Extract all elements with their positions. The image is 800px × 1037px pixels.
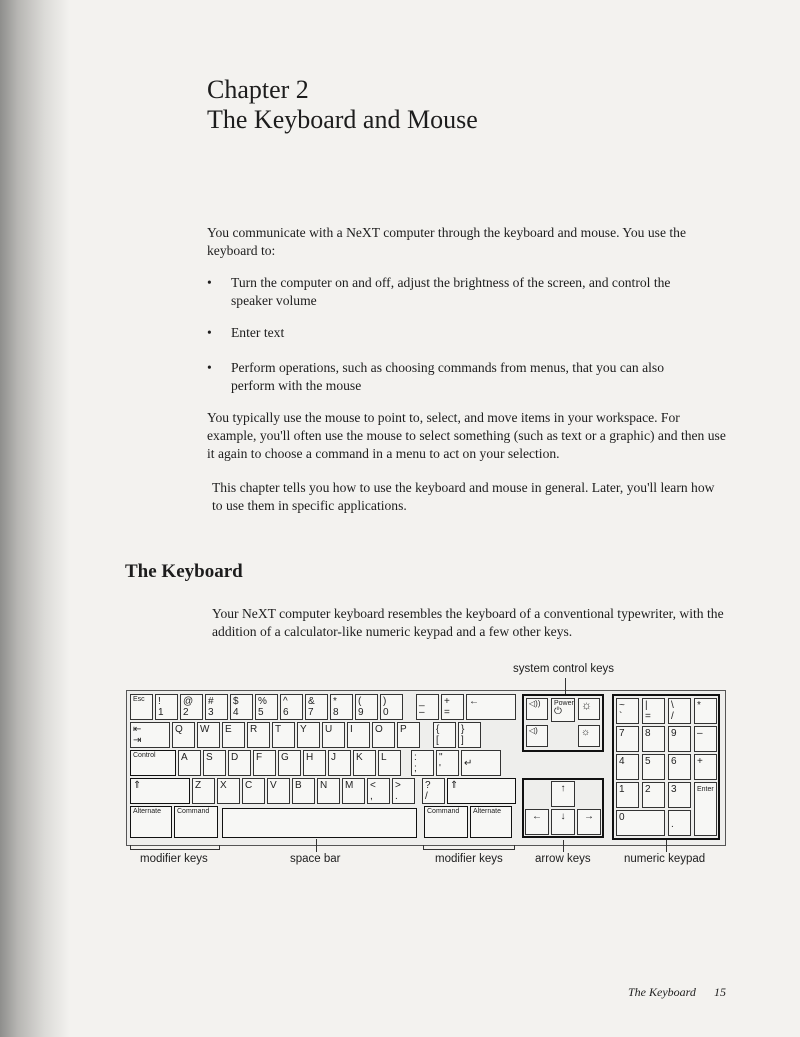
key-y <box>297 722 320 748</box>
key-np-minus <box>694 726 717 752</box>
key-np-6 <box>668 754 691 780</box>
key-tab <box>130 722 170 748</box>
key-right-alternate <box>470 806 512 838</box>
key-label-bottom: 5 <box>258 707 264 718</box>
key-np-0 <box>616 810 665 836</box>
key-label-top: ? <box>425 780 431 791</box>
key-label-top: } <box>461 724 465 735</box>
key-np-4 <box>616 754 639 780</box>
key-label: L <box>381 752 387 763</box>
key-right-bracket <box>458 722 481 748</box>
key-label: F <box>256 752 263 763</box>
bullet-text: Turn the computer on and off, adjust the brightness of the screen, and control the speaker volume <box>231 275 671 308</box>
key-label-bottom: ; <box>414 763 417 774</box>
key-left-shift <box>130 778 190 804</box>
key-z <box>192 778 215 804</box>
key-3 <box>205 694 228 720</box>
key-i <box>347 722 370 748</box>
key-o <box>372 722 395 748</box>
key-np-enter <box>694 782 717 836</box>
arrow-up-icon: ↑ <box>560 783 566 794</box>
key-label-bottom: . <box>395 791 398 802</box>
key-6 <box>280 694 303 720</box>
key-comma <box>367 778 390 804</box>
key-label: – <box>697 728 703 739</box>
key-f <box>253 750 276 776</box>
key-label-bottom: ⇥ <box>133 735 142 746</box>
key-label: ← <box>469 696 479 707</box>
return-icon: ↵ <box>464 758 473 769</box>
key-j <box>328 750 351 776</box>
callout-modifier-keys-right: modifier keys <box>435 853 503 865</box>
keyboard-diagram <box>126 690 726 848</box>
key-s <box>203 750 226 776</box>
key-sound-down <box>526 725 548 747</box>
key-label: Command <box>177 808 210 815</box>
key-n <box>317 778 340 804</box>
key-space-bar <box>222 808 417 838</box>
brightness-down-icon: ☼ <box>581 727 591 738</box>
key-c <box>242 778 265 804</box>
key-arrow-left <box>525 809 549 835</box>
key-label: 7 <box>619 728 625 739</box>
key-label-top: % <box>258 696 267 707</box>
chapter-overview-paragraph: This chapter tells you how to use the keyboard and mouse in general. Later, you'll learn how to use them in specific applications. <box>212 480 715 513</box>
key-label-top: * <box>333 696 337 707</box>
bracket-line <box>219 845 220 850</box>
key-label: D <box>231 752 239 763</box>
key-label-bottom: , <box>370 791 373 802</box>
key-label-bottom: 7 <box>308 707 314 718</box>
key-np-7 <box>616 726 639 752</box>
key-left-alternate <box>130 806 172 838</box>
key-0 <box>380 694 403 720</box>
key-label: 8 <box>645 728 651 739</box>
key-label: T <box>275 724 282 735</box>
key-left-bracket <box>433 722 456 748</box>
key-control <box>130 750 176 776</box>
key-label: B <box>295 780 302 791</box>
key-k <box>353 750 376 776</box>
key-label-bottom: 9 <box>358 707 364 718</box>
bracket-line <box>130 845 131 850</box>
key-label-top: < <box>370 780 376 791</box>
key-label-bottom: 4 <box>233 707 239 718</box>
key-brightness-up <box>578 698 600 720</box>
key-4 <box>230 694 253 720</box>
key-label: Enter <box>697 786 714 793</box>
callout-arrow-keys: arrow keys <box>535 853 591 865</box>
key-1 <box>155 694 178 720</box>
bullet-item <box>207 359 727 395</box>
bracket-line <box>514 845 515 850</box>
key-label: A <box>181 752 188 763</box>
key-label-top: ! <box>158 696 161 707</box>
key-label-top: \ <box>671 700 674 711</box>
key-semicolon <box>411 750 434 776</box>
key-label-bottom: / <box>671 711 674 722</box>
key-label-top: " <box>439 752 443 763</box>
page-number: 15 <box>714 985 726 999</box>
key-np-5 <box>642 754 665 780</box>
key-label-top: @ <box>183 696 194 707</box>
key-np-star <box>694 698 717 724</box>
key-2 <box>180 694 203 720</box>
key-minus <box>416 694 439 720</box>
key-label: 5 <box>645 756 651 767</box>
callout-numeric-keypad: numeric keypad <box>624 853 706 865</box>
bullet-text: Perform operations, such as choosing commands from menus, that you can also perform with the mouse <box>231 360 665 393</box>
key-l <box>378 750 401 776</box>
key-label-bottom: ] <box>461 735 464 746</box>
key-np-2 <box>642 782 665 808</box>
bracket-line <box>423 845 424 850</box>
key-quote <box>436 750 459 776</box>
mouse-paragraph: You typically use the mouse to point to, select, and move items in your workspace. For example, you'll often use the mouse to select something (such as text or a graphic) and then use it again to choose a command in a menu to act on your selection. <box>207 410 726 461</box>
shift-icon: ⇑ <box>450 780 459 791</box>
key-w <box>197 722 220 748</box>
key-label: Alternate <box>473 808 502 815</box>
key-label-bottom: 2 <box>183 707 189 718</box>
key-label: 9 <box>671 728 677 739</box>
key-label: * <box>697 700 701 711</box>
arrow-right-icon: → <box>584 811 594 822</box>
key-label-bottom: ` <box>619 711 623 722</box>
key-label-bottom: = <box>444 707 450 718</box>
key-label-top: ^ <box>283 696 288 707</box>
key-return <box>461 750 501 776</box>
key-9 <box>355 694 378 720</box>
key-label-top: ⇤ <box>133 724 142 735</box>
key-np-3 <box>668 782 691 808</box>
key-d <box>228 750 251 776</box>
speaker-down-icon: ◁) <box>529 726 538 735</box>
key-arrow-down <box>551 809 575 835</box>
key-arrow-right <box>577 809 601 835</box>
key-label-top: : <box>414 752 417 763</box>
key-label: X <box>220 780 227 791</box>
key-label: 2 <box>645 784 651 795</box>
key-label-bottom: [ <box>436 735 439 746</box>
key-np-9 <box>668 726 691 752</box>
key-esc <box>130 694 153 720</box>
key-v <box>267 778 290 804</box>
key-label: O <box>375 724 383 735</box>
bullet-marker: • <box>207 325 212 340</box>
key-label: W <box>200 724 210 735</box>
key-period <box>392 778 415 804</box>
key-8 <box>330 694 353 720</box>
key-np-plus <box>694 754 717 780</box>
key-brightness-down <box>578 725 600 747</box>
key-a <box>178 750 201 776</box>
key-label: I <box>350 724 353 735</box>
callout-modifier-keys-left: modifier keys <box>140 853 208 865</box>
key-g <box>278 750 301 776</box>
key-label: . <box>671 819 674 830</box>
key-q <box>172 722 195 748</box>
key-x <box>217 778 240 804</box>
key-right-command <box>424 806 468 838</box>
key-label: Q <box>175 724 183 735</box>
key-label: U <box>325 724 333 735</box>
key-label: Control <box>133 752 156 759</box>
key-sound-up <box>526 698 548 720</box>
key-h <box>303 750 326 776</box>
callout-space-bar: space bar <box>290 853 341 865</box>
callout-system-control-keys: system control keys <box>513 663 614 675</box>
bullet-item <box>207 324 727 342</box>
key-label-top: | <box>645 700 648 711</box>
key-slash <box>422 778 445 804</box>
key-u <box>322 722 345 748</box>
bullet-marker: • <box>207 360 212 375</box>
key-label-top: > <box>395 780 401 791</box>
bracket-line <box>130 849 220 850</box>
key-label-top: _ <box>419 696 425 707</box>
key-label-top: ~ <box>619 700 625 711</box>
key-label-bottom: = <box>645 711 651 722</box>
section-title: The Keyboard <box>125 561 243 582</box>
key-label-top: # <box>208 696 214 707</box>
key-label: Alternate <box>133 808 162 815</box>
bracket-line <box>423 849 515 850</box>
key-label-top: $ <box>233 696 239 707</box>
arrow-down-icon: ↓ <box>560 811 566 822</box>
key-label-top: { <box>436 724 440 735</box>
key-arrow-up <box>551 781 575 807</box>
key-power <box>551 698 575 722</box>
key-np-dot <box>668 810 691 836</box>
chapter-number: Chapter 2 <box>207 75 309 104</box>
bullet-item <box>207 274 727 310</box>
key-label-bottom: 6 <box>283 707 289 718</box>
key-label: + <box>697 756 703 767</box>
key-label-bottom: 0 <box>383 707 389 718</box>
key-left-command <box>174 806 218 838</box>
key-label: Z <box>195 780 202 791</box>
key-np-slash <box>668 698 691 724</box>
key-label: Y <box>300 724 307 735</box>
key-np-pipe <box>642 698 665 724</box>
key-label: R <box>250 724 258 735</box>
page-binding-shadow <box>0 0 70 1037</box>
key-right-shift <box>447 778 516 804</box>
key-5 <box>255 694 278 720</box>
key-backspace <box>466 694 516 720</box>
speaker-up-icon: ◁)) <box>529 699 541 708</box>
key-label: 3 <box>671 784 677 795</box>
key-label-top: + <box>444 696 450 707</box>
key-label: N <box>320 780 328 791</box>
key-np-1 <box>616 782 639 808</box>
section-body: Your NeXT computer keyboard resembles the keyboard of a conventional typewriter, with the addition of a calculator-like numeric keypad and a few other keys. <box>212 606 724 639</box>
chapter-title: The Keyboard and Mouse <box>207 105 478 134</box>
key-label-top: ( <box>358 696 362 707</box>
key-label: P <box>400 724 407 735</box>
key-label-bottom: / <box>425 791 428 802</box>
key-7 <box>305 694 328 720</box>
key-m <box>342 778 365 804</box>
key-label-bottom: 8 <box>333 707 339 718</box>
key-label: Power <box>554 700 574 707</box>
bullet-text: Enter text <box>231 325 285 340</box>
key-label-bottom: ' <box>439 763 441 774</box>
key-label: 0 <box>619 812 625 823</box>
key-np-tilde <box>616 698 639 724</box>
leader-line <box>666 840 667 852</box>
key-equal <box>441 694 464 720</box>
key-label: M <box>345 780 354 791</box>
intro-paragraph: You communicate with a NeXT computer through the keyboard and mouse. You use the keyboard to: <box>207 225 686 258</box>
shift-icon: ⇑ <box>133 780 142 791</box>
key-label: C <box>245 780 253 791</box>
arrow-left-icon: ← <box>532 811 542 822</box>
key-label: 4 <box>619 756 625 767</box>
key-b <box>292 778 315 804</box>
leader-line <box>316 839 317 852</box>
key-p <box>397 722 420 748</box>
key-np-8 <box>642 726 665 752</box>
key-e <box>222 722 245 748</box>
key-label: 1 <box>619 784 625 795</box>
bullet-marker: • <box>207 275 212 290</box>
key-label: Esc <box>133 696 145 703</box>
key-label: J <box>331 752 336 763</box>
key-label: K <box>356 752 363 763</box>
key-label-top: ) <box>383 696 387 707</box>
key-label: Command <box>427 808 460 815</box>
key-label-bottom: 3 <box>208 707 214 718</box>
leader-line <box>563 840 564 852</box>
leader-line <box>565 678 566 694</box>
running-footer: The Keyboard <box>628 985 696 999</box>
key-label: S <box>206 752 213 763</box>
key-label-bottom: 1 <box>158 707 164 718</box>
key-label: V <box>270 780 277 791</box>
key-label: H <box>306 752 314 763</box>
key-r <box>247 722 270 748</box>
key-label: G <box>281 752 289 763</box>
key-label: 6 <box>671 756 677 767</box>
key-label: E <box>225 724 232 735</box>
power-icon: ⏻ <box>554 706 562 717</box>
brightness-up-icon: ☼ <box>581 698 592 712</box>
key-label-bottom: – <box>419 707 425 718</box>
key-t <box>272 722 295 748</box>
key-label-top: & <box>308 696 315 707</box>
